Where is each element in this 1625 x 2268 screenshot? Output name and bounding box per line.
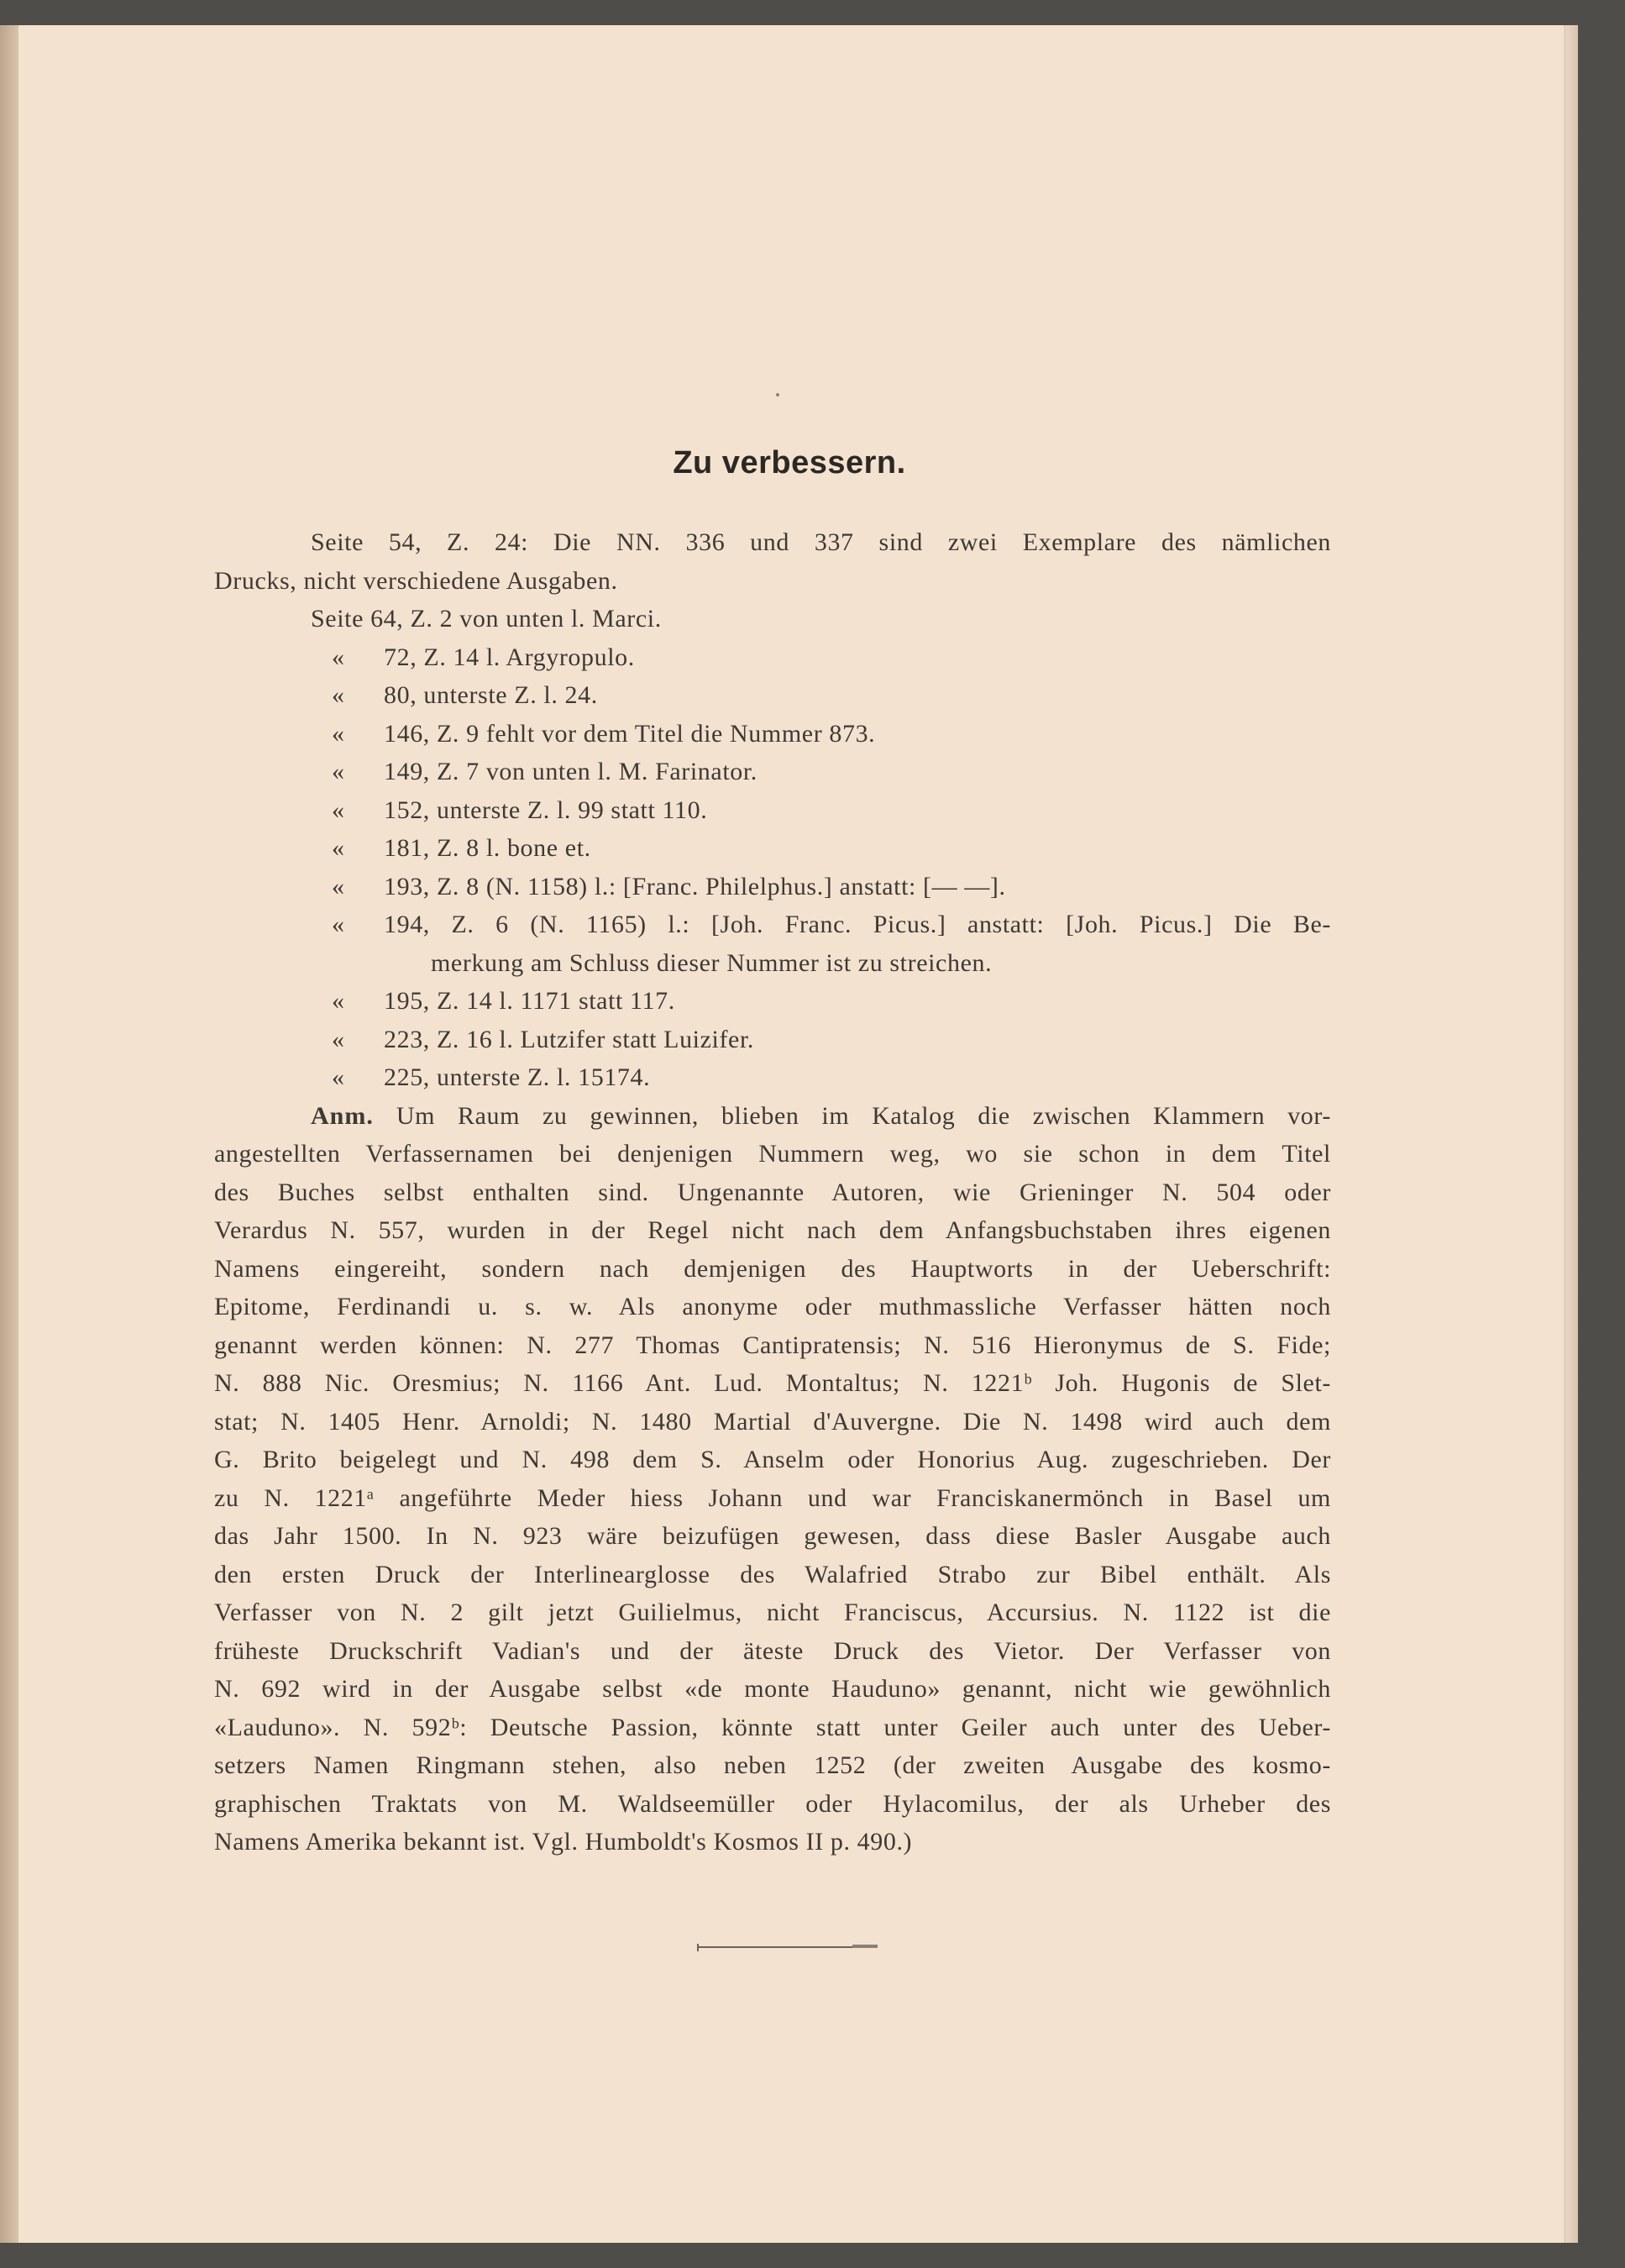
text-line — [214, 1632, 1331, 1671]
text-line — [214, 600, 1331, 638]
ditto-mark: « — [332, 1063, 345, 1091]
line-text: Um Raum zu gewinnen, blieben im Katalog die zwischen Klammern vor- — [396, 1101, 1331, 1130]
text-line — [214, 1593, 1331, 1632]
text-line — [214, 1058, 1331, 1097]
ditto-mark: « — [332, 834, 345, 862]
text-line — [214, 1441, 1331, 1479]
text-line — [214, 1326, 1331, 1365]
ditto-mark: « — [332, 681, 345, 709]
errata-section — [214, 445, 1331, 1861]
line-text: Seite 54, Z. 24: Die NN. 336 und 337 sind zwei Exemplare des nämlichen — [311, 528, 1331, 556]
line-text: genannt werden können: N. 277 Thomas Cantipratensis; N. 516 Hieronymus de S. Fide; — [214, 1331, 1331, 1359]
ditto-mark: « — [332, 758, 345, 785]
line-text: merkung am Schluss dieser Nummer ist zu streichen. — [431, 948, 993, 977]
facing-page-edge — [0, 25, 18, 2243]
text-line — [214, 715, 1331, 753]
text-line — [214, 638, 1331, 677]
text-line — [214, 1556, 1331, 1594]
line-text: angestellten Verfassernamen bei denjenigen Nummern weg, wo sie schon in dem Titel — [214, 1140, 1331, 1168]
ditto-mark: « — [332, 872, 345, 900]
line-text: Namens Amerika bekannt ist. Vgl. Humboldt's Kosmos II p. 490.) — [214, 1828, 913, 1856]
ditto-mark: « — [332, 987, 345, 1015]
note-label: Anm. — [311, 1101, 374, 1130]
end-rule — [697, 1946, 878, 1948]
line-text: setzers Namen Ringmann stehen, also neben 1252 (der zweiten Ausgabe des kosmo- — [214, 1751, 1331, 1779]
line-text: den ersten Druck der Interlinearglosse des Walafried Strabo zur Bibel enthält. Als — [214, 1560, 1331, 1588]
text-line — [214, 1746, 1331, 1785]
line-text: 80, unterste Z. l. 24. — [384, 681, 598, 709]
text-line — [214, 1823, 1331, 1861]
text-line — [214, 791, 1331, 830]
line-text: 223, Z. 16 l. Lutzifer statt Luizifer. — [384, 1025, 755, 1053]
line-text: graphischen Traktats von M. Waldseemüller oder Hylacomilus, der als Urheber des — [214, 1789, 1331, 1818]
text-line — [214, 1785, 1331, 1824]
text-line — [214, 1288, 1331, 1326]
text-line — [214, 1709, 1331, 1747]
speck — [776, 393, 779, 396]
text-line — [214, 1250, 1331, 1289]
text-line — [214, 982, 1331, 1021]
line-text: 146, Z. 9 fehlt vor dem Titel die Nummer 873. — [384, 719, 876, 748]
ditto-mark: « — [332, 795, 345, 824]
text-line — [214, 1479, 1331, 1518]
text-line — [214, 829, 1331, 868]
line-text: des Buches selbst enthalten sind. Ungenannte Autoren, wie Grieninger N. 504 oder — [214, 1178, 1331, 1206]
text-line — [214, 1403, 1331, 1441]
line-text: «Lauduno». N. 592ᵇ: Deutsche Passion, könnte statt unter Geiler auch unter des Ueber- — [214, 1713, 1331, 1741]
line-text: früheste Druckschrift Vadian's und der äteste Druck des Vietor. Der Verfasser von — [214, 1636, 1331, 1665]
line-text: 193, Z. 8 (N. 1158) l.: [Franc. Philelphus.] anstatt: [— —]. — [384, 872, 1006, 900]
line-text: stat; N. 1405 Henr. Arnoldi; N. 1480 Martial d'Auvergne. Die N. 1498 wird auch dem — [214, 1407, 1331, 1436]
line-text: 149, Z. 7 von unten l. M. Farinator. — [384, 758, 757, 785]
line-text: zu N. 1221ᵃ angeführte Meder hiess Johann und war Franciskanermönch in Basel um — [214, 1483, 1331, 1512]
line-text: 225, unterste Z. l. 15174. — [384, 1063, 651, 1091]
text-line — [214, 1021, 1331, 1059]
text-line — [214, 1364, 1331, 1403]
text-line — [214, 1517, 1331, 1556]
line-text: Seite 64, Z. 2 von unten l. Marci. — [311, 605, 662, 633]
line-text: 152, unterste Z. l. 99 statt 110. — [384, 795, 708, 824]
line-text: 181, Z. 8 l. bone et. — [384, 834, 591, 862]
ditto-mark: « — [332, 719, 345, 748]
line-text: N. 888 Nic. Oresmius; N. 1166 Ant. Lud. Montaltus; N. 1221ᵇ Joh. Hugonis de Slet- — [214, 1369, 1331, 1397]
text-line — [214, 944, 1331, 983]
page-title: Zu verbessern. — [673, 445, 906, 480]
errata-text — [214, 523, 1331, 1861]
line-text: G. Brito beigelegt und N. 498 dem S. Anselm oder Honorius Aug. zugeschrieben. Der — [214, 1446, 1331, 1473]
text-line — [214, 1173, 1331, 1212]
line-text: 72, Z. 14 l. Argyropulo. — [384, 643, 635, 671]
text-line — [214, 1211, 1331, 1250]
line-text: Verardus N. 557, wurden in der Regel nicht nach dem Anfangsbuchstaben ihres eigenen — [214, 1216, 1331, 1244]
line-text: 194, Z. 6 (N. 1165) l.: [Joh. Franc. Picus.] anstatt: [Joh. Picus.] Die Be- — [384, 911, 1331, 938]
text-line — [214, 906, 1331, 944]
text-line — [214, 1097, 1331, 1136]
text-line — [214, 562, 1331, 601]
text-line — [214, 676, 1331, 715]
ditto-mark: « — [332, 643, 345, 671]
line-text: Namens eingereiht, sondern nach demjenigen des Hauptworts in der Ueberschrift: — [214, 1254, 1331, 1283]
line-text: 195, Z. 14 l. 1171 statt 117. — [384, 987, 675, 1015]
text-line — [214, 523, 1331, 562]
page-edge-right — [1566, 25, 1578, 2243]
line-text: N. 692 wird in der Ausgabe selbst «de monte Hauduno» genannt, nicht wie gewöhnlich — [214, 1675, 1331, 1703]
line-text: Epitome, Ferdinandi u. s. w. Als anonyme oder muthmassliche Verfasser hätten noch — [214, 1293, 1331, 1320]
line-text: das Jahr 1500. In N. 923 wäre beizufügen gewesen, dass diese Basler Ausgabe auch — [214, 1522, 1331, 1550]
ditto-mark: « — [332, 911, 345, 938]
text-line — [214, 1135, 1331, 1173]
text-line — [214, 1670, 1331, 1709]
text-line — [214, 753, 1331, 791]
text-line — [214, 868, 1331, 906]
line-text: Drucks, nicht verschiedene Ausgaben. — [214, 566, 618, 595]
ditto-mark: « — [332, 1025, 345, 1053]
line-text: Verfasser von N. 2 gilt jetzt Guilielmus, nicht Franciscus, Accursius. N. 1122 ist die — [214, 1599, 1331, 1626]
